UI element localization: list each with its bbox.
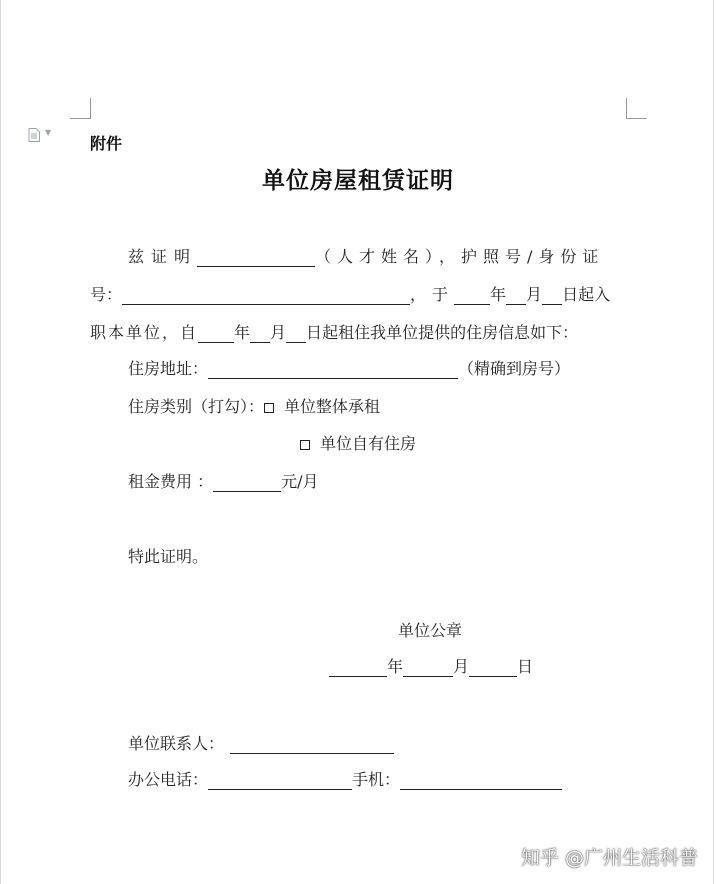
rent-blank	[213, 474, 281, 492]
address-note: （精确到房号）	[458, 359, 571, 378]
housing-type-label: 住房类别（打勾）：	[128, 397, 265, 416]
join-day-blank	[542, 287, 562, 305]
join-year-blank	[454, 287, 490, 305]
since-label: ，于	[410, 285, 455, 304]
page-edge-left	[0, 0, 1, 884]
seal-line	[398, 618, 462, 641]
rent-month-blank	[250, 325, 270, 343]
talent-name-hint: （人才姓名）	[315, 247, 440, 266]
attachment-label: 附件	[90, 134, 123, 153]
passport-label: ，护照号/身份证	[439, 247, 605, 266]
rent-unit: 元/月	[281, 472, 319, 491]
rent-label: 租金费用 ：	[128, 472, 214, 491]
mobile-blank	[400, 772, 562, 790]
rent-year-blank	[198, 325, 234, 343]
contact-line	[128, 731, 394, 754]
sign-year-label: 年	[387, 657, 404, 676]
rent-year-label: 年	[234, 323, 251, 342]
join-label: 起入	[578, 285, 611, 304]
address-line	[128, 356, 570, 379]
document-title: 单位房屋租赁证明	[262, 168, 454, 194]
closing-text: 特此证明。	[128, 547, 209, 566]
housing-info-label: 起租住我单位提供的住房信息如下：	[322, 323, 579, 342]
page-edge-right	[713, 0, 714, 884]
employed-label: 职本单位，自	[90, 323, 199, 342]
line-2	[90, 282, 610, 305]
rent-line	[128, 469, 319, 492]
join-year-label: 年	[490, 285, 507, 304]
sign-day-blank	[469, 659, 517, 677]
line-1	[128, 244, 604, 267]
document-menu-caret-icon[interactable]: ▼	[45, 128, 52, 137]
certify-prefix: 兹证明	[128, 247, 198, 266]
option1-checkbox[interactable]	[264, 403, 274, 413]
housing-type-line	[128, 394, 380, 417]
rent-day-blank	[286, 325, 306, 343]
sign-month-blank	[403, 659, 453, 677]
sign-month-label: 月	[453, 657, 470, 676]
rent-day-label: 日	[306, 323, 323, 342]
join-day-label: 日	[562, 285, 579, 304]
id-label: 号：	[90, 285, 123, 304]
address-label: 住房地址：	[128, 359, 209, 378]
talent-name-blank	[197, 249, 315, 267]
join-month-blank	[506, 287, 526, 305]
office-phone-blank	[208, 772, 352, 790]
join-month-label: 月	[526, 285, 543, 304]
margin-corner-top-left	[70, 98, 91, 119]
address-blank	[208, 361, 458, 379]
option2-checkbox[interactable]	[300, 440, 310, 450]
rent-month-label: 月	[270, 323, 287, 342]
document-icon[interactable]	[28, 128, 40, 142]
sign-date-line	[329, 654, 533, 677]
contact-label: 单位联系人：	[128, 734, 225, 753]
option2-label: 单位自有住房	[320, 434, 417, 453]
seal-label: 单位公章	[398, 621, 463, 640]
closing-line	[128, 544, 208, 567]
margin-corner-top-right	[626, 98, 647, 119]
housing-type-option2	[300, 431, 416, 454]
sign-year-blank	[329, 659, 387, 677]
phone-line	[128, 767, 562, 790]
option1-label: 单位整体承租	[284, 397, 381, 416]
mobile-label: 手机：	[352, 770, 401, 789]
id-number-blank	[122, 287, 410, 305]
contact-blank	[230, 736, 394, 754]
line-3	[90, 320, 578, 343]
sign-day-label: 日	[517, 657, 534, 676]
office-phone-label: 办公电话：	[128, 770, 209, 789]
watermark: 知乎 @广州生活科普	[520, 847, 698, 869]
